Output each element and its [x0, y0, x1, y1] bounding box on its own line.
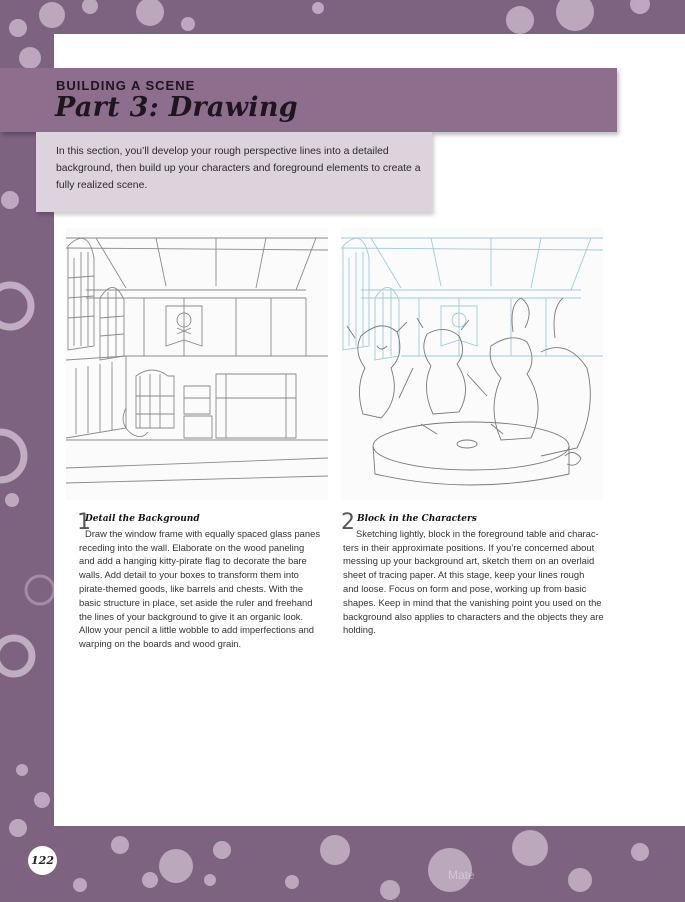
- step-line: and loose. Focus on form and pose, working up from basic: [343, 582, 587, 594]
- step-line: ters in their approximate positions. If you’re concerned about: [343, 541, 595, 553]
- background-sketch-illustration: [66, 228, 328, 500]
- step-number: 1: [77, 510, 91, 535]
- intro-line: fully realized scene.: [56, 180, 148, 191]
- watermark-text: Mate: [448, 868, 475, 882]
- step-line: Sketching lightly, block in the foreground table and charac-: [356, 527, 599, 539]
- step-title: Detail the Background: [85, 514, 200, 524]
- step-line: shapes. Keep in mind that the vanishing point you used on the: [343, 596, 602, 608]
- page-title: Part 3: Drawing: [55, 92, 298, 123]
- step-line: sheet of tracing paper. At this stage, keep your lines rough: [343, 569, 585, 581]
- step-number: 2: [341, 510, 355, 535]
- step-line: warping on the boards and wood grain.: [79, 638, 242, 650]
- step-line: pirate-themed goods, like barrels and chests. With the: [79, 582, 304, 594]
- character-sketch-illustration: [341, 228, 603, 500]
- step-line: background also applies to characters and the objects they are: [343, 610, 604, 622]
- step-block-characters: [343, 513, 618, 637]
- page-number: 122: [28, 846, 57, 875]
- intro-line: In this section, you’ll develop your rough perspective lines into a detailed: [56, 146, 389, 157]
- step-line: the lines of your background to give it an organic look.: [79, 610, 304, 622]
- step-line: Draw the window frame with equally spaced glass panes: [85, 527, 321, 539]
- step-line: holding.: [343, 624, 376, 636]
- intro-line: background, then build up your characters and foreground elements to create a: [56, 163, 421, 174]
- step-line: and add a hanging kitty-pirate flag to decorate the bare: [79, 555, 307, 567]
- section-eyebrow: BUILDING A SCENE: [56, 78, 196, 93]
- step-detail-background: [79, 513, 339, 651]
- step-title: Block in the Characters: [357, 514, 477, 524]
- intro-text: [56, 143, 426, 194]
- step-line: receding into the wall. Elaborate on the wood paneling: [79, 541, 305, 553]
- step-line: basic structure in place, set aside the ruler and freehand: [79, 596, 313, 608]
- step-line: messing up your background art, sketch them on an overlaid: [343, 555, 595, 567]
- step-line: walls. Add detail to your boxes to transform them into: [79, 569, 299, 581]
- step-line: Allow your pencil a little wobble to add imperfections and: [79, 624, 315, 636]
